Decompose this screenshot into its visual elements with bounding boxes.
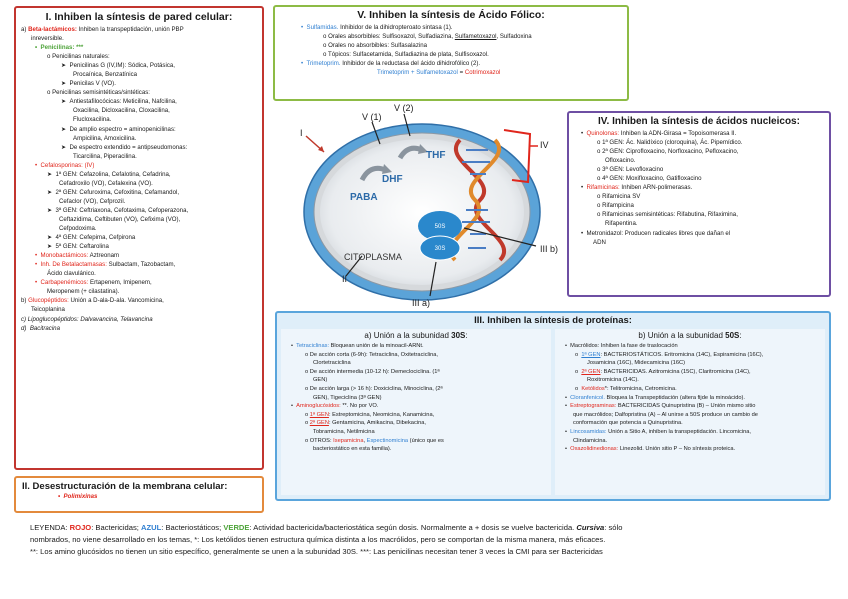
ribosome-icon bbox=[418, 211, 462, 260]
macrolide-gen2: o 2ª GEN: BACTERICIDAS. Azitromicina (15C), Claritromicina (14C), bbox=[575, 368, 751, 375]
aminoglycoside-others: o OTROS: Isepamicina, Espectinomicina (único que es bbox=[305, 437, 444, 444]
membrane-disruption-box bbox=[14, 476, 264, 513]
ceph-gen1: ➤ 1ª GEN: Cefazolina, Cefalotina, Cefadrina, bbox=[47, 170, 171, 178]
legend-line-3: **: Los amino glucósidos no tienen un sitio específico, generalmente se unen a la subunidad 30S. ***: Las penicilinas necesitan tener 3 veces la CMI para ser Bactericidas bbox=[30, 546, 603, 556]
folic-acid-synthesis-box bbox=[273, 5, 629, 101]
long-acting-2: GEN), Tigeciclina (3ª GEN) bbox=[313, 394, 382, 401]
lincosamides: • Lincosamidas: Unión a Sitio A, inhiben la transpeptidación. Lincomicina, bbox=[565, 428, 752, 435]
aminoglycoside-others-2: bacteriostático en esta familia). bbox=[313, 446, 392, 453]
macrolide-gen1-2: Josamicina (16C), Midecamicina (16C) bbox=[587, 360, 685, 367]
betalactamase-inhibitors-2: Ácido clavulánico. bbox=[47, 270, 96, 278]
ceph-gen5: ➤ 5ª GEN: Ceftarolina bbox=[47, 243, 109, 251]
legend bbox=[30, 522, 840, 557]
target-IIIa-label: III a) bbox=[412, 298, 431, 308]
extended-spectrum-2: Ticarcilina, Piperacilina. bbox=[73, 152, 137, 160]
broad-spectrum: ➤ De amplio espectro = aminopenicilinas: bbox=[61, 125, 176, 133]
streptogramins-3: conformación que potencia a Quinupristina. bbox=[573, 420, 683, 427]
chloramphenicol: • Cloranfenicol. Bloquea la Transpeptidación (altera fijde la minoácido). bbox=[565, 394, 746, 401]
ceph-gen3-3: Cefpodoxima. bbox=[59, 225, 97, 233]
legend-line-1: LEYENDA: ROJO: Bactericidas; AZUL: Bacteriostáticos; VERDE: Actividad bactericida/bacteriostática según dosis. Normalmente a + dosis se vuelve bactericida. Cursiva: sólo bbox=[30, 523, 623, 532]
aminoglycoside-gen1: o 1ª GEN: Estreptomicina, Neomicina, Kanamicina, bbox=[305, 411, 435, 418]
box1-title: I. Inhiben la síntesis de pared celular: bbox=[45, 11, 233, 23]
oral-absorbable: o Orales absorbibles: Sulfisoxazol, Sulfadiazina, Sulfametoxazol, Sulfadoxina bbox=[323, 33, 532, 41]
dhf-label: DHF bbox=[382, 174, 403, 185]
target-V2-label: V (2) bbox=[394, 103, 414, 113]
box5-title: V. Inhiben la síntesis de Ácido Fólico: bbox=[357, 9, 545, 21]
rifampicin: o Rifampicina bbox=[597, 202, 634, 210]
glycopeptides-2: Teicoplanina bbox=[31, 306, 65, 314]
streptogramins-2: que macrólidos; Dalfopristina (A) – Al unirse a 50S produce un cambio de bbox=[573, 411, 758, 418]
rifamycin-sv: o Rifamicina SV bbox=[597, 193, 641, 201]
quinolones: • Quinolonas: Inhiben la ADN-Girasa = Topoisomerasa II. bbox=[581, 130, 737, 137]
carbapenems-2: Meropenem (+ cilastatina). bbox=[47, 288, 120, 296]
nucleic-acid-synthesis-box bbox=[567, 111, 831, 297]
legend-line-2: nombrados, no viene desarrollado en los temas, *: Los ketólidos tienen estructura química distinta a los macrólidos, pero se comportan de la misma manera, más eficaces. bbox=[30, 534, 606, 544]
tetracyclines: • Tetraciclinas: Bloquean unión de la minoacil-ARNt. bbox=[291, 343, 424, 349]
ribosome-30s-label: 30S bbox=[434, 246, 446, 252]
ceph-gen1-2: Cefadroxilo (VO), Cefalexina (VO). bbox=[59, 179, 153, 187]
trimethoprim: • Trimetoprim. Inhibidor de la reductasa del ácido dihidrofólico (2). bbox=[301, 60, 481, 68]
aminoglycoside-gen2-2: Tobramicina, Netilmicina bbox=[313, 428, 375, 435]
intermediate-acting: o De acción intermedia (10-12 h): Demeclociclina. (1ª bbox=[305, 368, 440, 375]
thf-label: THF bbox=[426, 150, 446, 161]
betalactamase-inhibitors: • Inh. De Betalactamasas: Sulbactam, Tazobactam, bbox=[35, 261, 176, 269]
subunit-30s-column bbox=[281, 329, 551, 495]
cytoplasm-label: CITOPLASMA bbox=[344, 252, 402, 262]
semisynthetic-penicillins: o Penicilinas semisintéticas/sintéticas: bbox=[47, 89, 150, 97]
quinolone-gen2-2: Ofloxacino. bbox=[605, 157, 636, 165]
semisynthetic-rifamycins-2: Rifapentina. bbox=[605, 220, 638, 228]
bacterial-cell-diagram bbox=[290, 100, 580, 312]
macrolide-gen1: o 1ª GEN: BACTERIOSTÁTICOS. Eritromicina (14C), Espiramicina (16C), bbox=[575, 351, 764, 358]
extended-spectrum: ➤ De espectro extendido = antipseudomonas: bbox=[61, 143, 188, 151]
subunit-50s-title: b) Unión a la subunidad 50S: bbox=[638, 331, 742, 340]
box3-title: III. Inhiben la síntesis de proteínas: bbox=[474, 315, 632, 326]
lincosamides-2: Clindamicina. bbox=[573, 437, 608, 444]
target-IIIb-label: III b) bbox=[540, 244, 559, 254]
lipoglycopeptides: c) Lipoglucopéptidos: Dalvavancina, Telavancina bbox=[21, 315, 153, 323]
macrolide-gen2-2: Roxitromicina (14C). bbox=[587, 377, 639, 384]
ceph-gen3-2: Ceftazidima, Ceftibuten (VO), Cefixima (VO), bbox=[59, 215, 181, 223]
ceph-gen2-2: Cefaclor (VO), Cefprozil. bbox=[59, 197, 126, 205]
penicillin-g: ➤ Penicilinas G (IV,IM): Sódica, Potásica, bbox=[61, 62, 175, 70]
ketolides: o Ketólidos*: Telitromicina, Cetromicina. bbox=[575, 385, 677, 392]
penicillin-v: ➤ Penicilas V (VO). bbox=[61, 80, 116, 88]
box4-title: IV. Inhiben la síntesis de ácidos nucleicos: bbox=[598, 116, 800, 127]
sulfonamides: • Sulfamidas. Inhibidor de la dihidropteroato sintasa (1). bbox=[301, 24, 453, 31]
box2-title: II. Desestructuración de la membrana celular: bbox=[22, 481, 228, 492]
oral-non-absorbable: o Orales no absorbibles: Sulfasalazina bbox=[323, 42, 427, 50]
long-acting: o De acción larga (> 16 h): Doxiciclina, Minociclina, (2ª bbox=[305, 385, 443, 392]
ceph-gen3: ➤ 3ª GEN: Ceftriaxona, Cefotaxima, Cefoperazona, bbox=[47, 206, 189, 214]
ceph-gen4: ➤ 4ª GEN: Cefepima, Cefpirona bbox=[47, 234, 136, 242]
semisynthetic-rifamycins: o Rifamicinas semisintéticas: Rifabutina, Rifaximina, bbox=[597, 211, 738, 219]
short-acting: o De acción corta (6-9h): Tetraciclina, Oxitetraciclina, bbox=[305, 351, 438, 358]
target-II-label: II bbox=[342, 274, 348, 284]
target-IV-label: IV bbox=[540, 140, 549, 150]
penicillin-g-2: Procaínica, Benzatínica bbox=[73, 71, 138, 79]
protein-synthesis-box bbox=[275, 311, 831, 501]
metronidazole: • Metronidazol: Producen radicales libres que dañan el bbox=[581, 229, 731, 237]
beta-lactam-line: a) Beta-lactámicos: Inhiben la transpeptidación, unión PBP bbox=[21, 26, 184, 33]
natural-penicillins: o Penicilinas naturales: bbox=[47, 53, 110, 61]
penicillins-heading: • Penicilinas: *** bbox=[35, 44, 84, 52]
cephalosporins-heading: • Cefalosporinas: (IV) bbox=[35, 161, 95, 169]
paba-label: PABA bbox=[350, 192, 378, 203]
monobactams: • Monobactámicos: Aztreonam bbox=[35, 252, 120, 260]
beta-lactam-line2: inreversible. bbox=[31, 35, 64, 43]
quinolone-gen2: o 2ª GEN: Ciprofloxacino, Norfloxacino, Pefloxacino, bbox=[597, 148, 739, 156]
broad-spectrum-2: Ampicilina, Amoxicilina. bbox=[73, 134, 137, 142]
short-acting-2: Clortetraciclina bbox=[313, 360, 351, 367]
glycopeptides: b) Glucopéptidos: Unión a D-ala-D-ala. Vancomicina, bbox=[21, 297, 164, 305]
cotrimoxazole-combo: Trimetoprim + Sulfametoxazol = Cotrimoxazol bbox=[377, 69, 501, 77]
macrolides: • Macrólidos: Inhiben la fase de traslocación bbox=[565, 343, 678, 349]
cell-wall-synthesis-box bbox=[14, 6, 264, 470]
rifamycins: • Rifamicinas: Inhiben ARN-polimerasas. bbox=[581, 184, 693, 192]
subunit-30s-title: a) Unión a la subunidad 30S: bbox=[364, 331, 468, 340]
aminoglycosides: • Aminoglucósidos: **. No por VO. bbox=[291, 403, 379, 410]
bacitracin: d) Bacitracina bbox=[21, 324, 60, 332]
polymyxins: • Polimixinas bbox=[58, 493, 98, 500]
target-I-label: I bbox=[300, 128, 303, 138]
oxazolidinones: • Oxazolidinedionas: Linezolid. Unión sitio P – No síntesis proteica. bbox=[565, 446, 736, 453]
topical-sulfonamides: o Tópicos: Sulfacetamida, Sulfadiazina de plata, Sulfisoxazol. bbox=[323, 51, 489, 59]
aminoglycoside-gen2: o 2ª GEN: Gentamicina, Amikacina, Dibekacina, bbox=[305, 420, 426, 427]
intermediate-acting-2: GEN) bbox=[313, 377, 328, 384]
metronidazole-2: ADN bbox=[593, 238, 606, 246]
subunit-50s-column bbox=[555, 329, 825, 495]
ribosome-50s-label: 50S bbox=[434, 224, 446, 230]
quinolone-gen3: o 3ª GEN: Levofloxacino bbox=[597, 166, 664, 174]
antistaph-2: Oxacilina, Dicloxacilina, Cloxacilina, bbox=[73, 107, 170, 115]
antistaph: ➤ Antiestafilocócicas: Meticilina, Nafcilina, bbox=[61, 98, 177, 106]
target-V1-label: V (1) bbox=[362, 112, 382, 122]
quinolone-gen4: o 4ª GEN: Moxifloxacino, Gatifloxacino bbox=[597, 175, 702, 183]
streptogramins: • Estreptograminas: BACTERICIDAS Quinupristina (B) – Unión mismo sitio bbox=[565, 403, 756, 410]
antistaph-3: Flucloxacilina. bbox=[73, 116, 112, 124]
carbapenems: • Carbapenémicos: Ertapenem, Imipenem, bbox=[35, 279, 152, 287]
quinolone-gen1: o 1ª GEN: Ác. Nalidíxico (cloroquina), Ác. Pipemídico. bbox=[597, 139, 743, 147]
ceph-gen2: ➤ 2ª GEN: Cefuroxima, Cefoxitina, Cefamandol, bbox=[47, 188, 180, 196]
